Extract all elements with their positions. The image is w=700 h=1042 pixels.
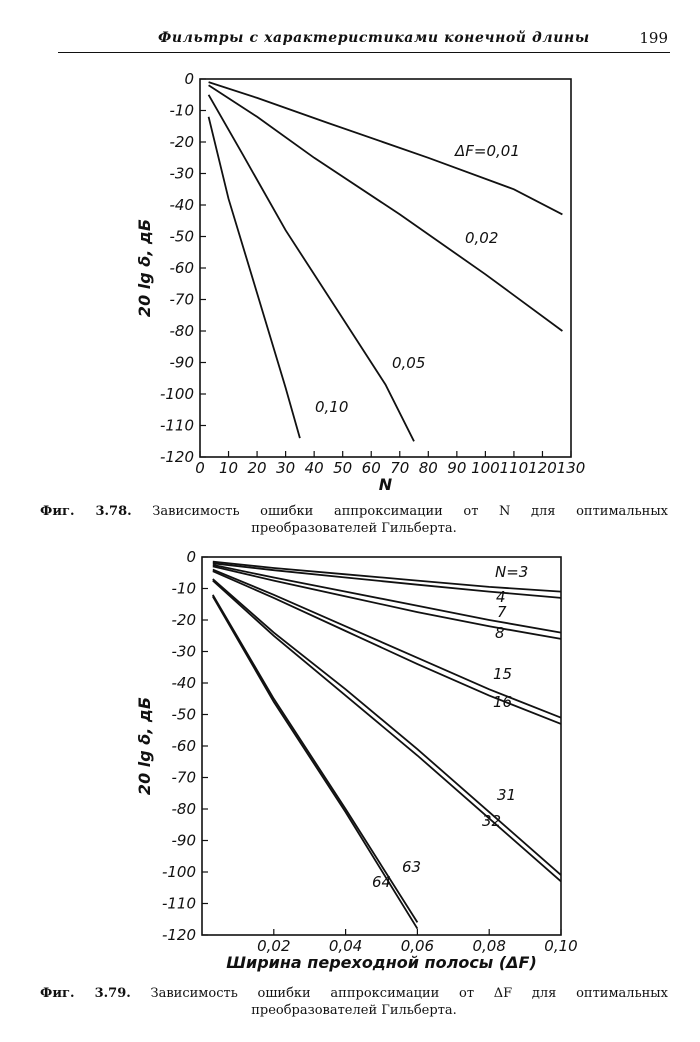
y-tick-label: -100 bbox=[159, 385, 194, 403]
x-tick-label: 40 bbox=[304, 459, 324, 477]
y-tick-label: -120 bbox=[159, 448, 194, 466]
series-line-4 bbox=[209, 117, 300, 438]
series-label: 15 bbox=[493, 665, 513, 683]
series-label: ΔF=0,01 bbox=[455, 142, 520, 160]
x-tick-label: 0,08 bbox=[472, 937, 506, 955]
y-tick-label: -50 bbox=[169, 227, 194, 246]
y-tick-label: -10 bbox=[169, 101, 194, 120]
figure-label: Фиг. 3.79. bbox=[40, 986, 131, 1001]
series-label: 16 bbox=[493, 693, 513, 711]
x-tick-label: 50 bbox=[333, 459, 353, 477]
series-line-3 bbox=[209, 95, 414, 442]
x-tick-label: 0,10 bbox=[544, 937, 578, 955]
series-label: 4 bbox=[496, 588, 506, 606]
y-tick-label: -90 bbox=[169, 353, 194, 372]
figure-label: Фиг. 3.78. bbox=[40, 504, 132, 519]
y-tick-label: -100 bbox=[161, 863, 196, 881]
running-header bbox=[58, 28, 670, 53]
x-tick-label: 0 bbox=[195, 459, 205, 477]
x-tick-label: 60 bbox=[361, 459, 381, 477]
figure-3-78-chart bbox=[0, 60, 700, 500]
series-label: 31 bbox=[497, 786, 517, 804]
page-number: 199 bbox=[639, 29, 668, 47]
x-tick-label: 120 bbox=[528, 459, 557, 477]
y-tick-label: 0 bbox=[184, 70, 194, 88]
x-tick-label: 30 bbox=[276, 459, 296, 477]
y-tick-label: -110 bbox=[159, 416, 194, 435]
x-tick-label: 0,06 bbox=[400, 937, 435, 955]
series-label: 0,10 bbox=[315, 398, 349, 416]
y-tick-label: -110 bbox=[161, 894, 196, 913]
caption-text: Зависимость ошибки аппроксимации от N для оптимальных bbox=[152, 504, 668, 519]
series-label: 0,05 bbox=[392, 354, 426, 372]
y-tick-label: -70 bbox=[169, 290, 194, 309]
caption-text-cont: преобразователей Гильберта. bbox=[251, 521, 457, 536]
y-tick-label: -70 bbox=[171, 768, 196, 787]
x-tick-label: 130 bbox=[556, 459, 586, 477]
y-axis-label: 20 lg δ, дБ bbox=[135, 696, 154, 796]
y-tick-label: -40 bbox=[169, 196, 194, 214]
x-tick-label: 110 bbox=[499, 459, 529, 477]
y-tick-label: -80 bbox=[169, 322, 194, 340]
plot-frame bbox=[200, 79, 571, 457]
y-tick-label: -10 bbox=[171, 579, 196, 598]
y-tick-label: -60 bbox=[169, 259, 194, 277]
y-tick-label: -50 bbox=[171, 705, 196, 724]
y-tick-label: -120 bbox=[161, 926, 196, 944]
y-tick-label: -80 bbox=[171, 800, 196, 818]
x-tick-label: 80 bbox=[418, 459, 438, 477]
series-line-2 bbox=[209, 85, 563, 331]
y-tick-label: -60 bbox=[171, 737, 196, 755]
figure-3-79-caption bbox=[40, 985, 668, 1019]
caption-text-cont: преобразователей Гильберта. bbox=[251, 1003, 457, 1018]
figure-3-79-chart bbox=[0, 545, 700, 975]
series-label: 63 bbox=[402, 858, 422, 876]
y-tick-label: -30 bbox=[171, 642, 196, 661]
y-tick-label: -40 bbox=[171, 674, 196, 692]
x-axis-label: Ширина переходной полосы (ΔF) bbox=[226, 953, 537, 972]
x-tick-label: 100 bbox=[471, 459, 500, 477]
y-tick-label: -20 bbox=[171, 611, 196, 629]
series-label: 64 bbox=[372, 873, 392, 891]
y-tick-label: -90 bbox=[171, 831, 196, 850]
x-tick-label: 0,04 bbox=[328, 937, 363, 955]
series-label: 32 bbox=[482, 812, 502, 830]
x-tick-label: 70 bbox=[390, 459, 410, 477]
x-axis-label: N bbox=[378, 475, 393, 494]
y-tick-label: -30 bbox=[169, 164, 194, 183]
figure-3-78-caption bbox=[40, 503, 668, 537]
x-tick-label: 20 bbox=[247, 459, 267, 477]
series-label: 7 bbox=[497, 603, 507, 621]
series-label: 0,02 bbox=[465, 229, 499, 247]
y-axis-label: 20 lg δ, дБ bbox=[135, 218, 154, 318]
series-label: 8 bbox=[495, 624, 505, 642]
y-tick-label: 0 bbox=[186, 548, 196, 566]
x-tick-label: 90 bbox=[447, 459, 467, 477]
caption-text: Зависимость ошибки аппроксимации от ΔF для оптимальных bbox=[150, 986, 668, 1001]
running-header-title: Фильтры с характеристиками конечной длины bbox=[158, 30, 590, 46]
y-tick-label: -20 bbox=[169, 133, 194, 151]
x-tick-label: 0,02 bbox=[257, 937, 291, 955]
series-label: N=3 bbox=[495, 563, 529, 581]
x-tick-label: 10 bbox=[218, 459, 239, 477]
